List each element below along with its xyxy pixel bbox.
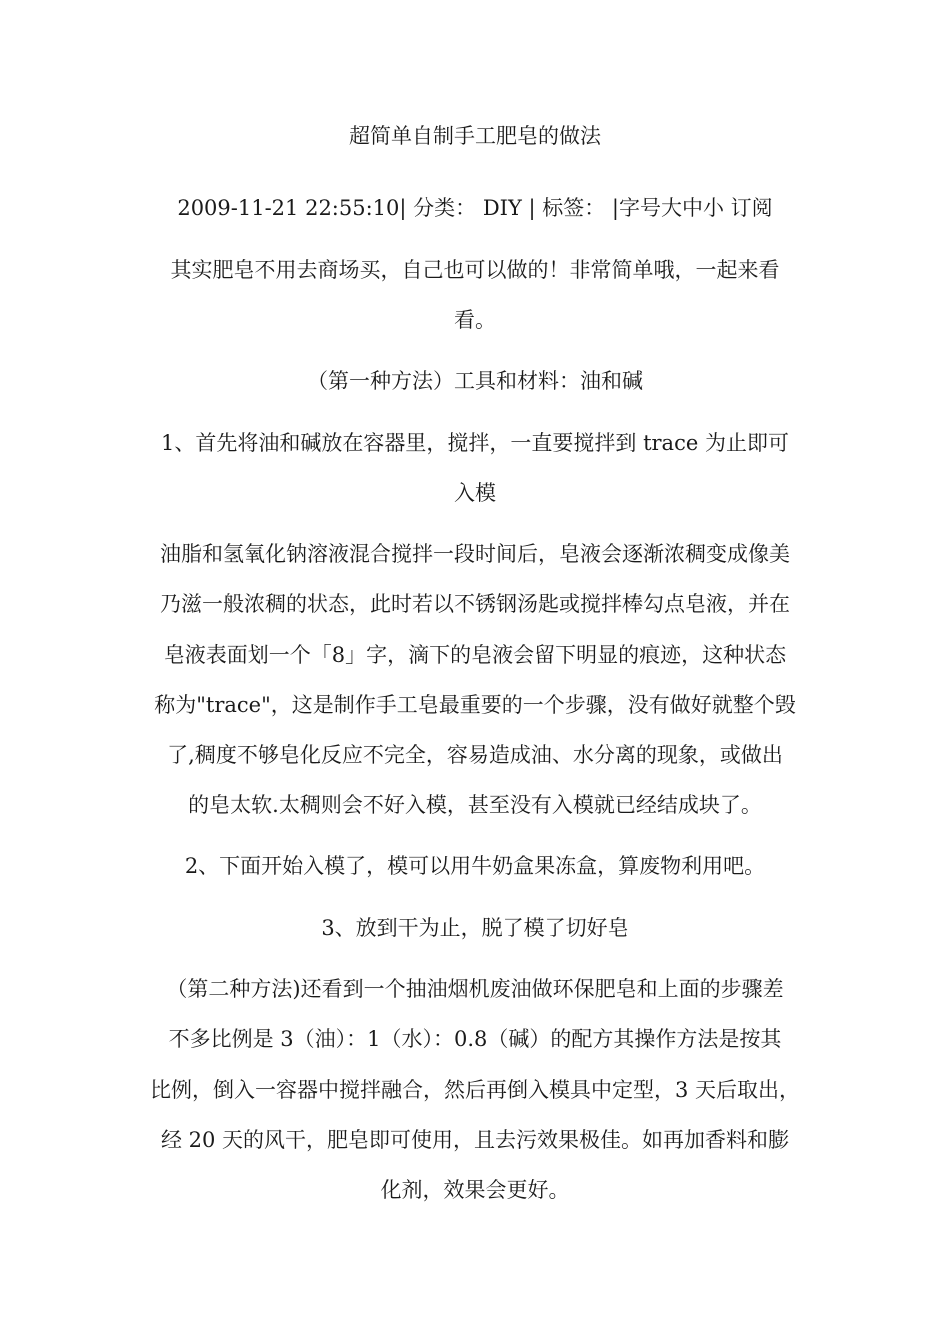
method2-line-5: 化剂，效果会更好。 [380, 1178, 570, 1202]
method2-line-4: 经 20 天的风干，肥皂即可使用，且去污效果极佳。如再加香料和膨 [160, 1128, 790, 1152]
step1-line-2: 入模 [454, 481, 496, 505]
step3-line: 3、放到干为止，脱了模了切好皂 [321, 916, 629, 940]
trace-explanation-line-1: 油脂和氢氧化钠溶液混合搅拌一段时间后，皂液会逐渐浓稠变成像美 [160, 542, 790, 566]
trace-explanation-line-5: 了,稠度不够皂化反应不完全，容易造成油、水分离的现象，或做出 [167, 743, 783, 767]
method2-line-2: 不多比例是 3（油）：1（水）：0.8（碱）的配方其操作方法是按其 [168, 1027, 782, 1051]
intro-line-1: 其实肥皂不用去商场买，自己也可以做的！非常简单哦，一起来看 [170, 258, 780, 282]
step1-line-1: 1、首先将油和碱放在容器里，搅拌，一直要搅拌到 trace 为止即可 [161, 431, 789, 455]
trace-explanation-line-6: 的皂太软.太稠则会不好入模，甚至没有入模就已经结成块了。 [188, 793, 762, 817]
trace-explanation-line-4: 称为"trace"，这是制作手工皂最重要的一个步骤，没有做好就整个毁 [154, 693, 796, 717]
method2-line-1: （第二种方法)还看到一个抽油烟机废油做环保肥皂和上面的步骤差 [166, 977, 784, 1001]
trace-explanation-line-2: 乃滋一般浓稠的状态，此时若以不锈钢汤匙或搅拌棒勾点皂液，并在 [160, 592, 790, 616]
step2-line: 2、下面开始入模了，模可以用牛奶盒果冻盒，算废物利用吧。 [184, 854, 766, 878]
trace-explanation-line-3: 皂液表面划一个「8」字，滴下的皂液会留下明显的痕迹，这种状态 [163, 643, 787, 667]
meta-line: 2009-11-21 22:55:10| 分类： DIY | 标签： |字号大中小 订阅 [177, 196, 773, 220]
intro-line-2: 看。 [454, 308, 496, 332]
method2-line-3: 比例，倒入一容器中搅拌融合，然后再倒入模具中定型，3 天后取出， [149, 1078, 801, 1102]
method1-heading: （第一种方法）工具和材料：油和碱 [307, 369, 643, 393]
document-title: 超简单自制手工肥皂的做法 [349, 124, 601, 148]
